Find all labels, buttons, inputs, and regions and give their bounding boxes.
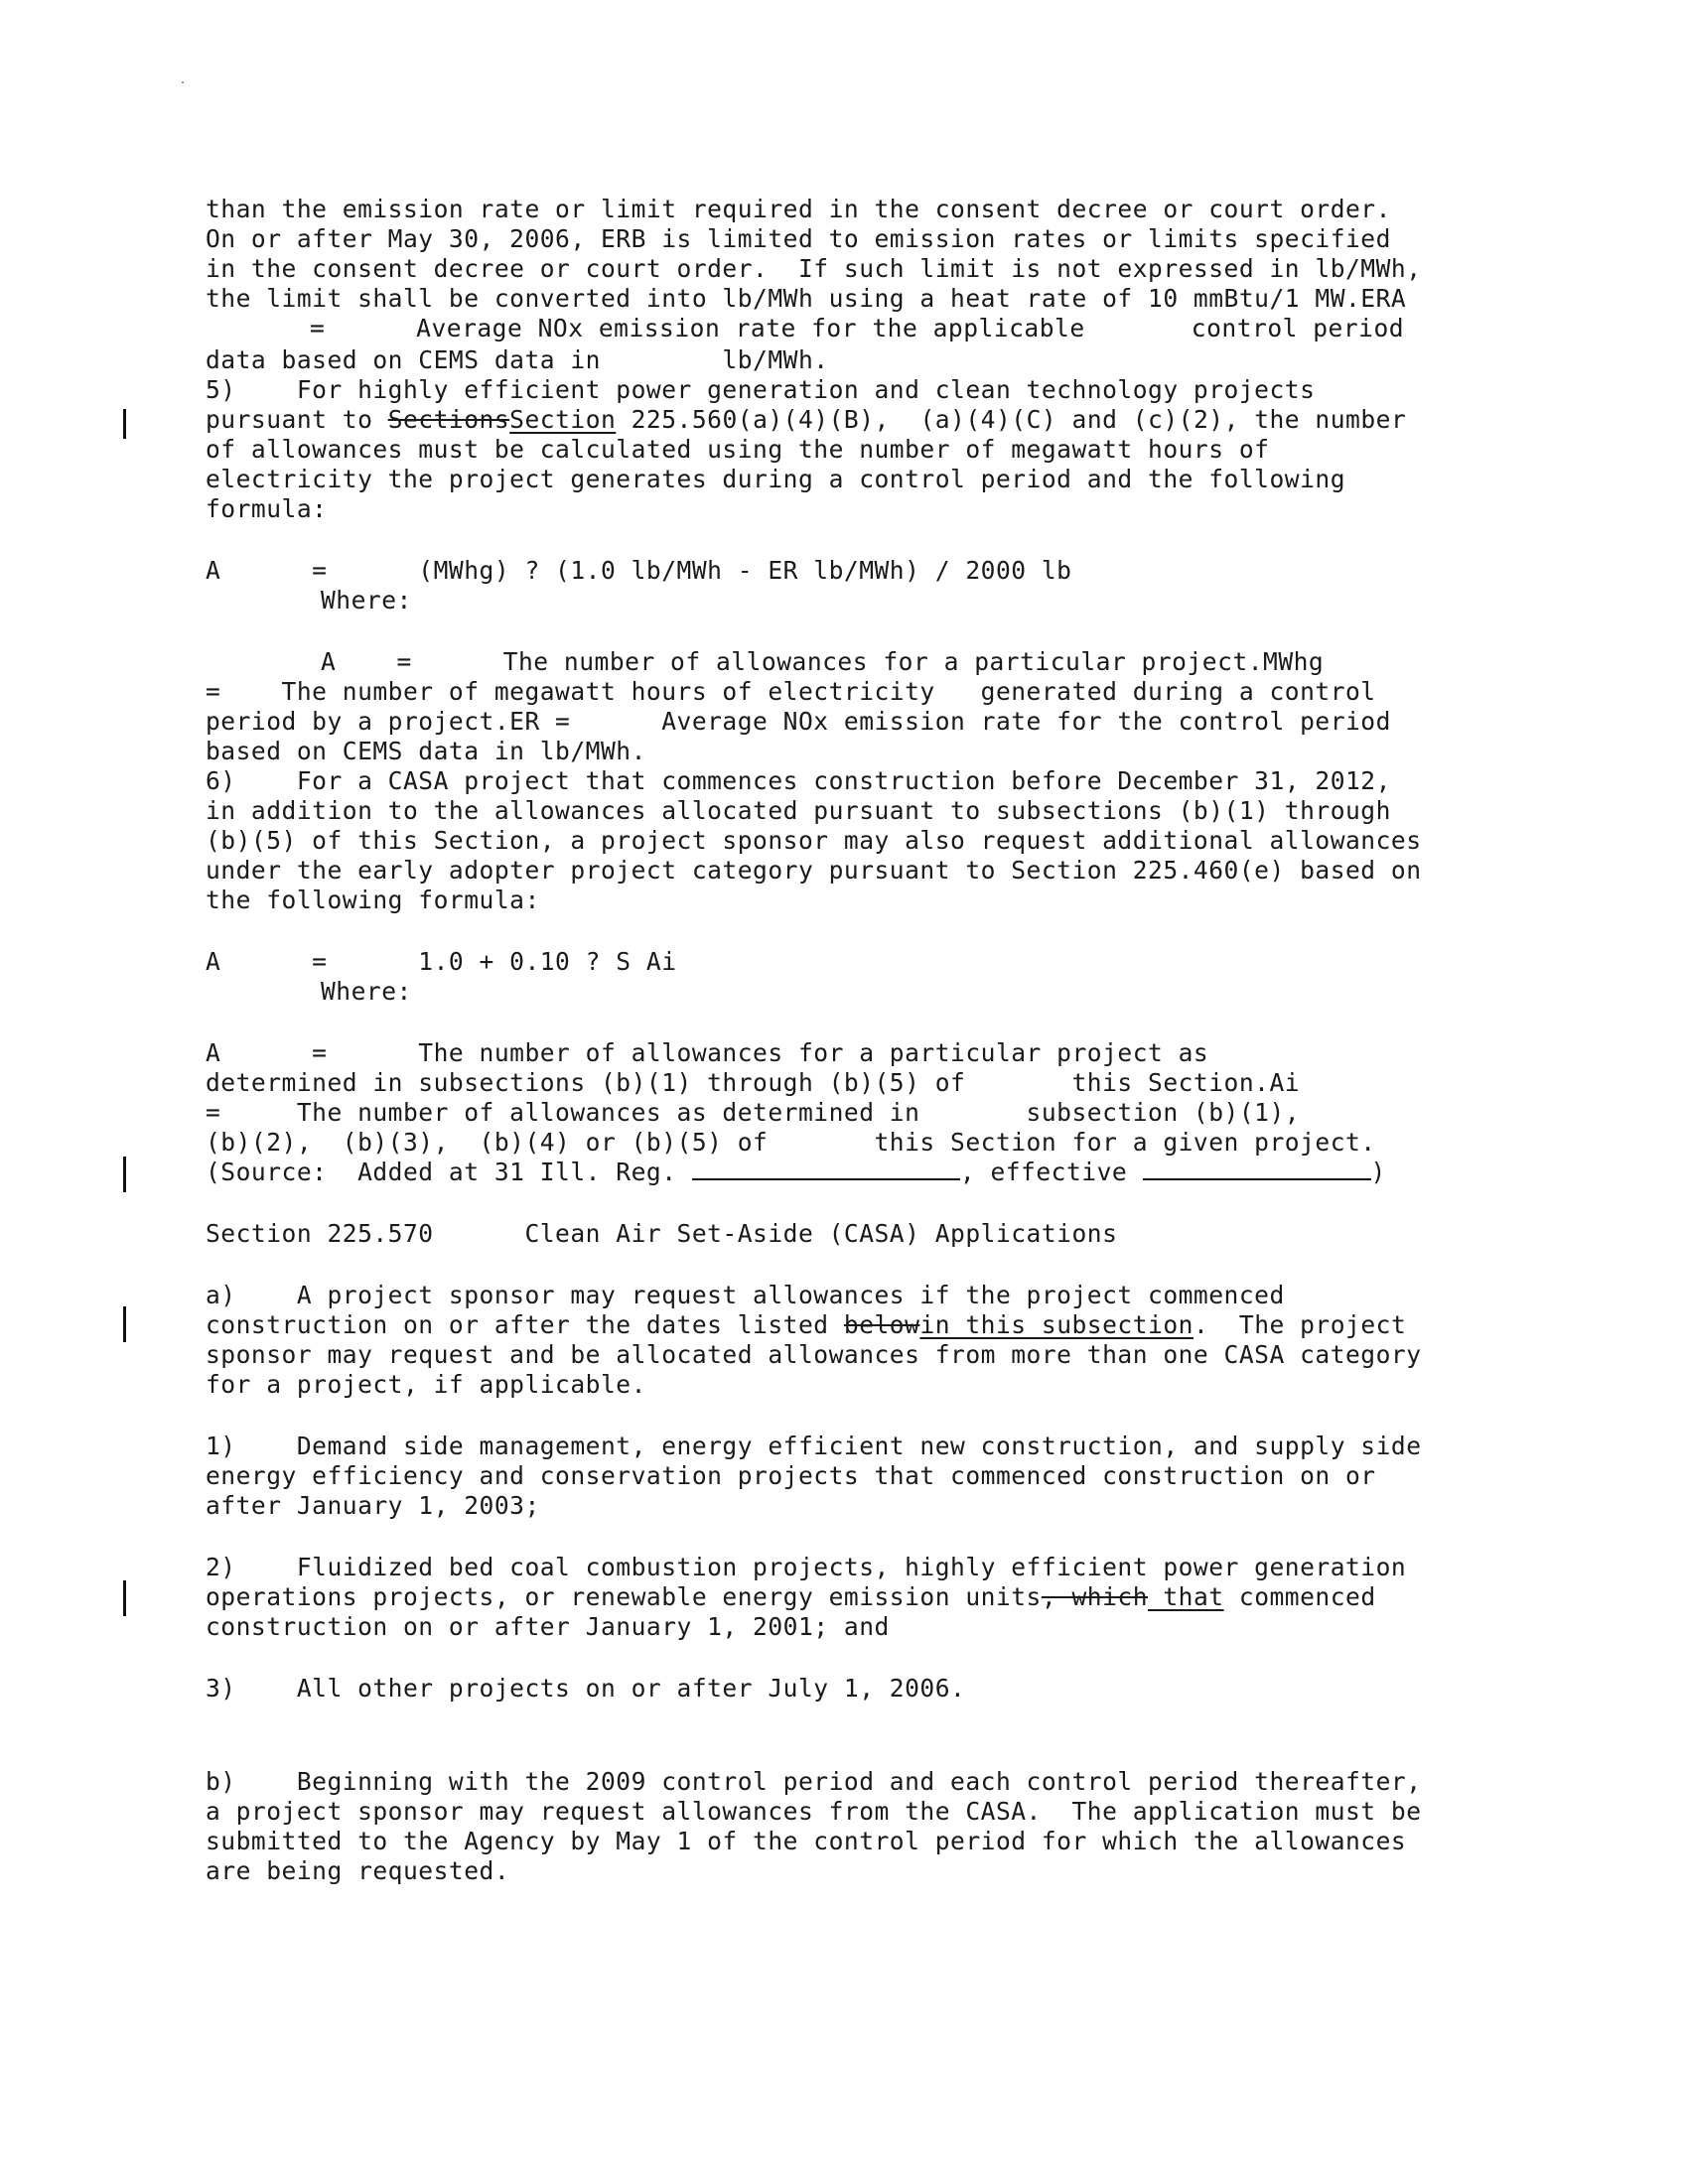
inserted-text: Section <box>509 405 617 434</box>
text-segment: 225.560(a)(4)(B), (a)(4)(C) and (c)(2), the number <box>616 405 1407 434</box>
text-line: in the consent decree or court order. If such limit is not expressed in lb/MWh, <box>206 254 1422 283</box>
text-line: for a project, if applicable. <box>206 1370 646 1399</box>
blank-line <box>1143 1160 1371 1180</box>
text-line: a project sponsor may request allowances from the CASA. The application must be <box>206 1797 1422 1826</box>
deleted-text: Sections <box>387 405 510 434</box>
revision-bar <box>123 1157 126 1192</box>
text-segment: . The project <box>1193 1310 1407 1339</box>
definition-line: = The number of allowances as determined in subsection (b)(1), <box>206 1098 1301 1127</box>
text-line-with-edits <box>206 1582 1376 1612</box>
text-line-with-edits <box>206 405 1406 435</box>
text-line: construction on or after January 1, 2001; and <box>206 1612 890 1641</box>
text-line: of allowances must be calculated using the number of megawatt hours of <box>206 435 1270 464</box>
text-segment: commenced <box>1223 1582 1376 1611</box>
text-line: are being requested. <box>206 1856 510 1885</box>
text-line: electricity the project generates during a control period and the following <box>206 465 1346 493</box>
deleted-text: below <box>843 1310 920 1339</box>
section-heading: Section 225.570 Clean Air Set-Aside (CASA) Applications <box>206 1219 1118 1248</box>
text-line: submitted to the Agency by May 1 of the control period for which the allowances <box>206 1827 1407 1855</box>
text-segment: operations projects, or renewable energy emission units <box>206 1582 1042 1611</box>
text-line: = Average NOx emission rate for the applicable control period <box>310 314 1405 342</box>
definition-line: = The number of megawatt hours of electricity generated during a control <box>206 677 1376 706</box>
text-line: formula: <box>206 494 328 523</box>
text-line: energy efficiency and conservation projects that commenced construction on or <box>206 1461 1376 1490</box>
text-line: sponsor may request and be allocated allowances from more than one CASA category <box>206 1340 1422 1369</box>
text-segment: pursuant to <box>206 405 388 434</box>
list-item-5: 5) For highly efficient power generation and clean technology projects <box>206 375 1316 404</box>
text-line: the limit shall be converted into lb/MWh using a heat rate of 10 mmBtu/1 MW.ERA <box>206 284 1407 313</box>
scan-speck <box>182 81 184 83</box>
text-line: under the early adopter project category pursuant to Section 225.460(e) based on <box>206 856 1422 885</box>
revision-bar <box>123 1580 126 1616</box>
formula: A = (MWhg) ? (1.0 lb/MWh - ER lb/MWh) / 2000 lb <box>206 556 1072 585</box>
formula-where: Where: <box>321 586 412 614</box>
definition-line: (b)(2), (b)(3), (b)(4) or (b)(5) of this Section for a given project. <box>206 1128 1376 1157</box>
text-line: data based on CEMS data in lb/MWh. <box>206 345 829 374</box>
deleted-text: , which <box>1041 1582 1149 1611</box>
subsection-b: b) Beginning with the 2009 control period and each control period thereafter, <box>206 1767 1422 1796</box>
list-item-1: 1) Demand side management, energy efficient new construction, and supply side <box>206 1432 1422 1460</box>
formula-where: Where: <box>321 977 412 1006</box>
text-segment: (Source: Added at 31 Ill. Reg. <box>206 1158 692 1186</box>
subsection-a: a) A project sponsor may request allowances if the project commenced <box>206 1281 1285 1309</box>
list-item-3: 3) All other projects on or after July 1, 2006. <box>206 1674 966 1703</box>
text-line: in addition to the allowances allocated pursuant to subsections (b)(1) through <box>206 796 1391 825</box>
text-line-with-edits <box>206 1310 1406 1340</box>
text-line: (b)(5) of this Section, a project sponsor may also request additional allowances <box>206 826 1422 855</box>
text-line: than the emission rate or limit required in the consent decree or court order. <box>206 195 1391 223</box>
revision-bar <box>123 409 126 439</box>
text-line: after January 1, 2003; <box>206 1491 540 1520</box>
definition-line: based on CEMS data in lb/MWh. <box>206 737 646 765</box>
inserted-text: that <box>1148 1582 1224 1611</box>
definition-line: period by a project.ER = Average NOx emission rate for the control period <box>206 707 1391 736</box>
list-item-6: 6) For a CASA project that commences construction before December 31, 2012, <box>206 766 1391 795</box>
definition-line: A = The number of allowances for a particular project.MWhg <box>321 647 1325 676</box>
revision-bar <box>123 1306 126 1342</box>
inserted-text: in this subsection <box>919 1310 1193 1339</box>
text-line: On or after May 30, 2006, ERB is limited to emission rates or limits specified <box>206 224 1391 253</box>
text-segment: ) <box>1370 1158 1386 1186</box>
text-segment: construction on or after the dates listed <box>206 1310 844 1339</box>
text-line: the following formula: <box>206 886 540 914</box>
definition-line: A = The number of allowances for a particular project as <box>206 1038 1209 1067</box>
definition-line: determined in subsections (b)(1) through (b)(5) of this Section.Ai <box>206 1068 1301 1097</box>
formula: A = 1.0 + 0.10 ? S Ai <box>206 947 677 976</box>
source-note <box>206 1158 1386 1187</box>
list-item-2: 2) Fluidized bed coal combustion projects, highly efficient power generation <box>206 1553 1407 1581</box>
text-segment: , effective <box>959 1158 1143 1186</box>
blank-line <box>692 1160 960 1180</box>
